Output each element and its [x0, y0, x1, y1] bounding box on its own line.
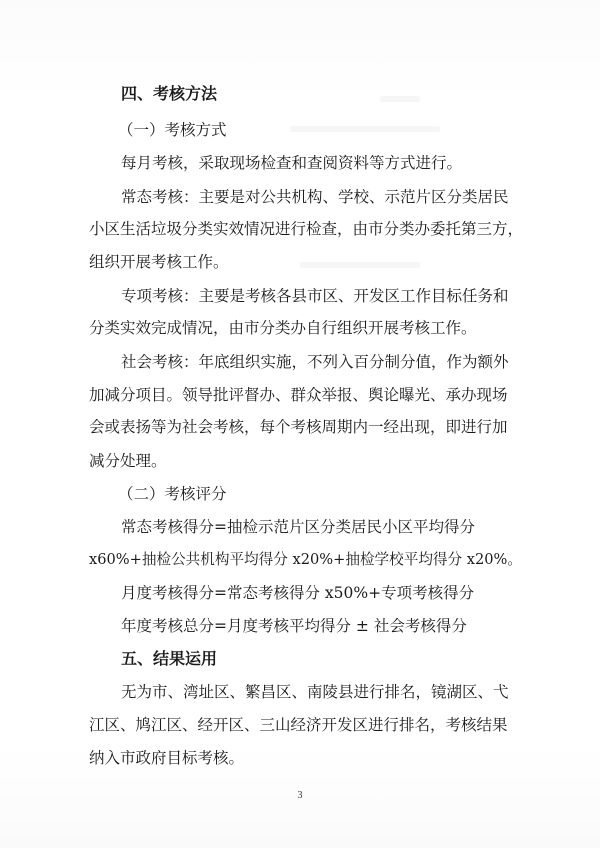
paragraph-line: 小区生活垃圾分类实效情况进行检查，由市分类办委托第三方， — [89, 220, 524, 238]
paragraph-line: 江区、鸠江区、经开区、三山经济开发区进行排名，考核结果 — [89, 716, 508, 734]
paragraph-line: 社会考核：年底组织实施，不列入百分制分值，作为额外 — [121, 353, 509, 371]
paragraph-line: 无为市、湾址区、繁昌区、南陵县进行排名，镜湖区、弋 — [121, 683, 509, 701]
paragraph-line: 减分处理。 — [89, 452, 167, 470]
paragraph-line: 加减分项目。领导批评督办、群众举报、舆论曝光、承办现场 — [89, 386, 508, 404]
show-through-mark — [300, 262, 420, 268]
formula-line: x60%+抽检公共机构平均得分 x20%+抽检学校平均得分 x20%。 — [89, 551, 523, 568]
formula-line: 年度考核总分=月度考核平均得分 ± 社会考核得分 — [121, 617, 467, 635]
paragraph-line: 纳入市政府目标考核。 — [89, 749, 245, 767]
show-through-mark — [290, 126, 440, 132]
subsection-heading-2: （二）考核评分 — [118, 485, 227, 503]
paragraph-line: 分类实效完成情况，由市分类办自行组织开展考核工作。 — [89, 319, 477, 337]
formula-line: 常态考核得分=抽检示范片区分类居民小区平均得分 — [121, 518, 475, 536]
page-number: 3 — [297, 790, 303, 801]
paragraph-line: 常态考核：主要是对公共机构、学校、示范片区分类居民 — [121, 188, 509, 206]
paragraph-line: 组织开展考核工作。 — [89, 253, 229, 271]
paragraph-line: 每月考核，采取现场检查和查阅资料等方式进行。 — [121, 154, 463, 172]
subsection-heading-1: （一）考核方式 — [118, 121, 227, 139]
show-through-mark — [380, 96, 420, 102]
section-heading-4: 四、考核方法 — [121, 84, 218, 103]
section-heading-5: 五、结果运用 — [121, 649, 218, 668]
paragraph-line: 专项考核：主要是考核各县市区、开发区工作目标任务和 — [121, 287, 509, 305]
formula-line: 月度考核得分=常态考核得分 x50%+专项考核得分 — [121, 584, 475, 602]
paragraph-line: 会或表扬等为社会考核，每个考核周期内一经出现，即进行加 — [89, 418, 508, 436]
